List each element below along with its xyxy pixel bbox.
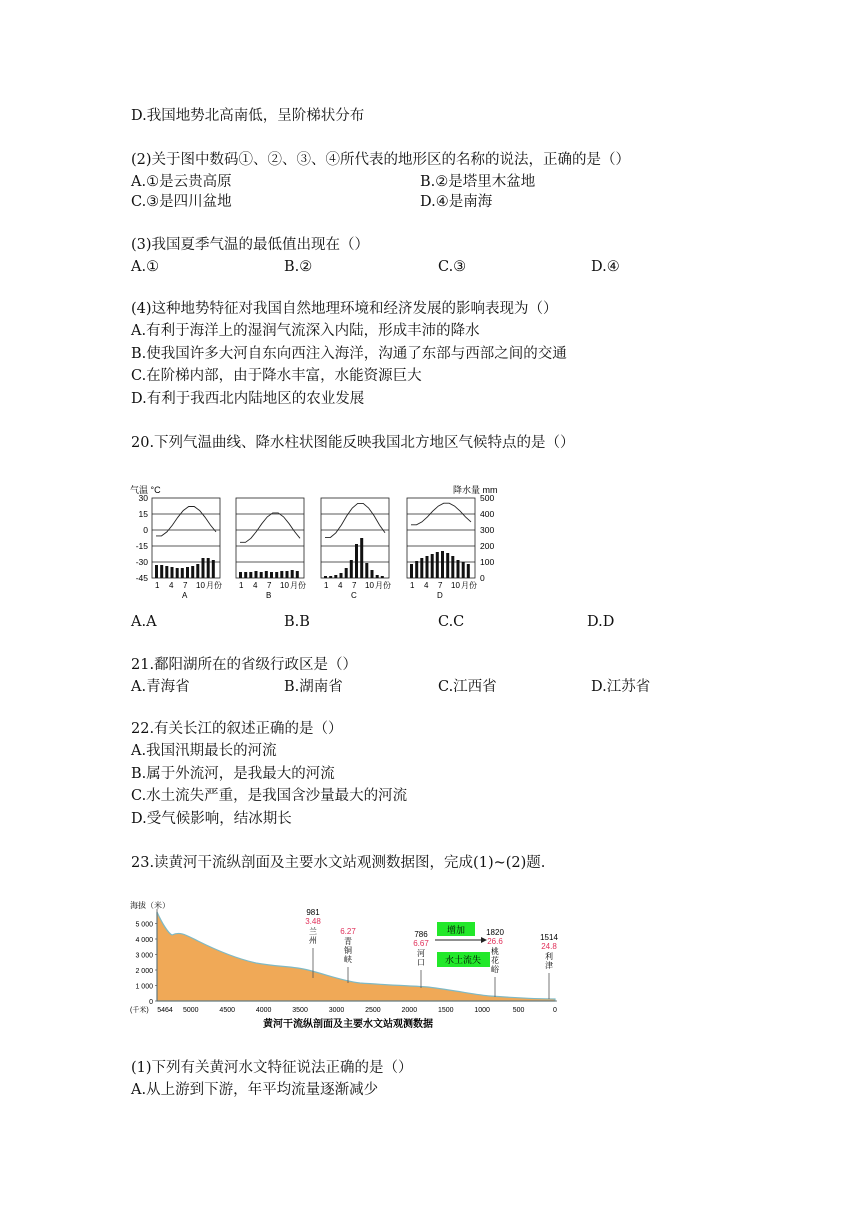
q19-3-option-a: A.① (131, 259, 160, 275)
station-flow: 981 (306, 908, 320, 917)
precipitation-bar (360, 538, 363, 578)
month-tick: 10 (280, 581, 289, 590)
temperature-tick: 15 (138, 509, 148, 519)
month-tick: 月份 (375, 581, 391, 590)
precipitation-bar (345, 568, 348, 578)
month-tick: 10 (196, 581, 205, 590)
temperature-curve (156, 507, 216, 536)
station-flow: 1820 (486, 928, 504, 937)
precipitation-bar (441, 551, 444, 578)
temperature-curve (325, 503, 385, 537)
distance-tick: 3000 (328, 1007, 345, 1014)
climate-charts-svg (128, 483, 500, 605)
station-sediment: 6.67 (413, 939, 429, 948)
precipitation-bar (355, 544, 358, 578)
distance-tick: 3500 (292, 1007, 308, 1014)
station-name-char: 津 (545, 961, 553, 970)
q19-3-option-d: D.④ (591, 259, 620, 275)
precipitation-bar (191, 566, 194, 578)
distance-tick: 2000 (401, 1007, 418, 1014)
month-tick: 10 (365, 581, 374, 590)
q20-stem: 20.下列气温曲线、降水柱状图能反映我国北方地区气候特点的是（） (131, 435, 575, 451)
month-tick: 1 (239, 581, 244, 590)
station-sediment: 26.6 (487, 937, 503, 946)
elevation-tick: 4 000 (135, 937, 153, 944)
q19-2-option-d: D.④是南海 (420, 194, 493, 210)
q19-4-option-c: C.在阶梯内部，由于降水丰富，水能资源巨大 (131, 368, 422, 384)
temperature-tick: -45 (135, 573, 148, 583)
q19-4-option-a: A.有利于海洋上的湿润气流深入内陆，形成丰沛的降水 (131, 323, 480, 339)
q21-option-d: D.江苏省 (591, 679, 651, 695)
month-tick: 4 (338, 581, 343, 590)
month-tick: 7 (183, 581, 188, 590)
month-tick: 月份 (206, 581, 222, 590)
q21-stem: 21.鄱阳湖所在的省级行政区是（） (131, 657, 358, 673)
precipitation-tick: 300 (480, 525, 495, 535)
station-sediment: 6.27 (340, 927, 356, 936)
q21-option-a: A.青海省 (131, 679, 190, 695)
month-tick: 7 (267, 581, 272, 590)
station-name-char: 河 (417, 949, 425, 958)
station-name-char: 利 (545, 952, 553, 961)
precipitation-bar (365, 563, 368, 578)
temperature-tick: 30 (138, 493, 148, 503)
distance-tick: 4000 (255, 1007, 272, 1014)
distance-tick: 5464 (157, 1007, 173, 1014)
precipitation-tick: 400 (480, 509, 495, 519)
panel-label: A (182, 591, 188, 600)
station-sediment: 24.8 (541, 942, 557, 951)
q22-stem: 22.有关长江的叙述正确的是（） (131, 721, 343, 737)
q19-2-option-c: C.③是四川盆地 (131, 194, 232, 210)
precipitation-bar (340, 573, 343, 578)
precipitation-bar (334, 575, 337, 578)
erosion-box-text: 水土流失 (444, 955, 482, 965)
precipitation-axis-title: 降水量 mm (453, 485, 498, 495)
yellow-river-profile-svg (128, 895, 568, 1035)
precipitation-bar (202, 558, 205, 578)
station-name-char: 峪 (491, 965, 499, 974)
precipitation-bar (451, 556, 454, 578)
precipitation-bar (286, 571, 289, 578)
month-tick: 7 (352, 581, 357, 590)
station-name-char: 桃 (491, 947, 499, 956)
precipitation-tick: 100 (480, 557, 495, 567)
q22-option-d: D.受气候影响，结冰期长 (131, 811, 292, 827)
month-tick: 10 (451, 581, 460, 590)
q19-2-option-b: B.②是塔里木盆地 (420, 174, 536, 190)
precipitation-bar (165, 566, 168, 578)
q22-option-b: B.属于外流河，是我最大的河流 (131, 766, 335, 782)
q22-option-a: A.我国汛期最长的河流 (131, 743, 277, 759)
q19-3-option-c: C.③ (438, 259, 467, 275)
increase-box-text: 增加 (446, 925, 466, 935)
elevation-tick: 0 (149, 999, 153, 1006)
precipitation-bar (431, 554, 434, 578)
yellow-river-profile-figure (128, 895, 568, 1035)
precipitation-bar (296, 571, 299, 578)
q20-option-b: B.B (284, 614, 310, 630)
precipitation-bar (244, 572, 247, 578)
precipitation-bar (420, 558, 423, 578)
station-name-char: 兰 (309, 927, 317, 936)
temperature-axis-title: 气温 °C (130, 485, 161, 495)
precipitation-bar (371, 570, 374, 578)
q19-2-stem: (2)关于图中数码①、②、③、④所代表的地形区的名称的说法，正确的是（） (131, 152, 631, 168)
temperature-tick: -15 (135, 541, 148, 551)
q23-1-stem: (1)下列有关黄河水文特征说法正确的是（） (131, 1060, 413, 1076)
panel-label: C (351, 591, 357, 600)
precipitation-bar (291, 570, 294, 578)
q19-3-stem: (3)我国夏季气温的最低值出现在（） (131, 237, 370, 253)
precipitation-bar (410, 564, 413, 578)
month-tick: 1 (155, 581, 160, 590)
station-name-char: 州 (309, 936, 317, 945)
precipitation-bar (436, 552, 439, 578)
precipitation-bar (280, 571, 283, 578)
precipitation-bar (181, 568, 184, 578)
temperature-curve (240, 513, 300, 542)
month-tick: 4 (424, 581, 429, 590)
q19-4-option-d: D.有利于我西北内陆地区的农业发展 (131, 391, 365, 407)
q21-option-c: C.江西省 (438, 679, 497, 695)
month-tick: 1 (410, 581, 415, 590)
precipitation-bar (239, 572, 242, 578)
precipitation-bar (270, 572, 273, 578)
station-name-char: 铜 (344, 946, 352, 955)
distance-tick: 0 (553, 1007, 557, 1014)
precipitation-bar (376, 575, 379, 578)
q20-option-d: D.D (587, 614, 615, 630)
q20-option-c: C.C (438, 614, 465, 630)
q19-3-option-b: B.② (284, 259, 313, 275)
distance-unit: (千米) (130, 1007, 149, 1014)
month-tick: 7 (438, 581, 443, 590)
precipitation-bar (462, 562, 465, 578)
precipitation-bar (260, 572, 263, 578)
distance-tick: 500 (512, 1007, 525, 1014)
precipitation-bar (155, 565, 158, 578)
month-tick: 1 (324, 581, 329, 590)
station-sediment: 3.48 (305, 917, 321, 926)
panel-label: D (437, 591, 443, 600)
month-tick: 月份 (290, 581, 306, 590)
precipitation-bar (350, 560, 353, 578)
precipitation-bar (186, 567, 189, 578)
q22-option-c: C.水土流失严重，是我国含沙量最大的河流 (131, 788, 408, 804)
q19-4-stem: (4)这种地势特征对我国自然地理环境和经济发展的影响表现为（） (131, 301, 558, 317)
q23-1-option-a: A.从上游到下游，年平均流量逐渐减少 (131, 1082, 379, 1098)
distance-tick: 4500 (219, 1007, 236, 1014)
distance-tick: 5000 (183, 1007, 199, 1014)
distance-tick: 2500 (365, 1007, 381, 1014)
precipitation-bar (255, 571, 258, 578)
station-name-char: 峡 (344, 955, 352, 964)
precipitation-bar (160, 565, 163, 578)
elevation-tick: 1 000 (135, 983, 153, 991)
precipitation-bar (329, 576, 332, 578)
precipitation-bar (426, 556, 429, 578)
profile-caption: 黄河干流纵剖面及主要水文站观测数据 (263, 1019, 433, 1030)
distance-tick: 1500 (437, 1007, 454, 1014)
elevation-tick: 3 000 (135, 952, 153, 960)
precipitation-bar (446, 553, 449, 578)
elevation-tick: 5 000 (135, 921, 153, 929)
precipitation-bar (249, 572, 252, 578)
precipitation-bar (196, 564, 199, 578)
elevation-tick: 2 000 (135, 968, 153, 975)
elevation-axis-title: 海拔（米） (130, 901, 170, 910)
precipitation-bar (207, 558, 210, 578)
precipitation-bar (176, 568, 179, 578)
precipitation-bar (171, 567, 174, 578)
climate-charts-figure (128, 483, 500, 605)
station-name-char: 口 (417, 958, 425, 967)
precipitation-bar (324, 576, 327, 578)
precipitation-bar (275, 572, 278, 578)
q19-4-option-b: B.使我国许多大河自东向西注入海洋，沟通了东部与西部之间的交通 (131, 346, 567, 362)
precipitation-bar (212, 560, 215, 578)
station-flow: 1514 (540, 933, 558, 942)
q23-stem: 23.读黄河干流纵剖面及主要水文站观测数据图，完成(1)~(2)题. (131, 855, 546, 871)
precipitation-bar (467, 564, 470, 578)
temperature-tick: -30 (135, 557, 148, 567)
month-tick: 月份 (461, 581, 477, 590)
precipitation-bar (381, 576, 384, 578)
month-tick: 4 (169, 581, 174, 590)
climate-panel-frame (236, 498, 304, 578)
station-name-char: 青 (344, 937, 352, 946)
arrow-head-icon (481, 937, 487, 943)
precipitation-bar (457, 560, 460, 578)
station-flow: 786 (414, 930, 428, 939)
month-tick: 4 (253, 581, 258, 590)
precipitation-tick: 0 (480, 573, 485, 583)
temperature-tick: 0 (143, 525, 148, 535)
q19-2-option-a: A.①是云贵高原 (131, 174, 232, 190)
panel-label: B (266, 591, 272, 600)
q21-option-b: B.湖南省 (284, 679, 343, 695)
precipitation-tick: 200 (480, 541, 495, 551)
q20-option-a: A.A (131, 614, 157, 630)
distance-tick: 1000 (474, 1007, 490, 1014)
precipitation-bar (415, 561, 418, 578)
precipitation-tick: 500 (480, 493, 495, 503)
precipitation-bar (265, 571, 268, 578)
station-name-char: 花 (491, 956, 499, 965)
q19-option-d: D.我国地势北高南低，呈阶梯状分布 (131, 108, 365, 124)
